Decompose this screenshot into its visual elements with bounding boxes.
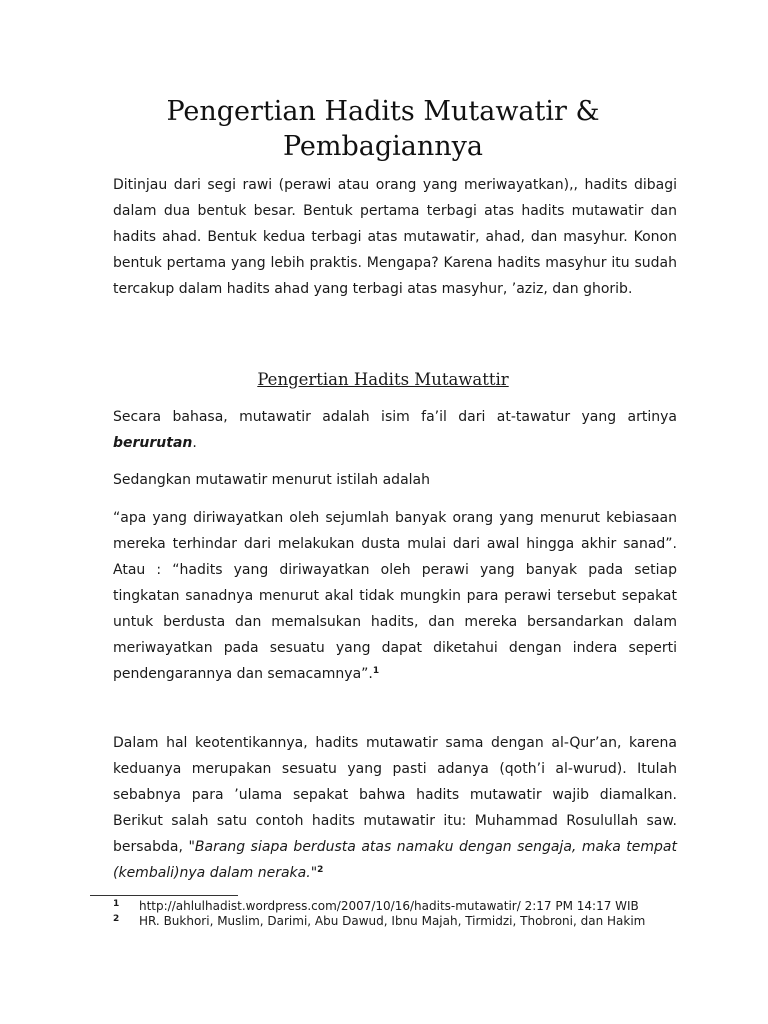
definition-quote-text: “apa yang diriwayatkan oleh sejumlah banyak orang yang menurut kebiasaan mereka terhindar dari melakukan dusta mulai dari awal hingga akhir sanad”. Atau : “hadits yang diriwayatkan oleh perawi yang banyak pada setiap tingkatan sanadnya menurut akal tidak mungkin para perawi tersebut sepakat untuk berdusta dan memalsukan hadits, dan mereka bersandarkan dalam meriwayatkan pada sesuatu yang dapat diketahui dengan indera seperti pendengarannya dan semacamnya”. [113, 510, 677, 682]
footnote-1 [113, 899, 693, 914]
footnote-number: 1 [113, 899, 120, 909]
authenticity-text: Dalam hal keotentikannya, hadits mutawatir sama dengan al-Qur’an, karena keduanya merupakan sesuatu yang pasti adanya (qoth’i al-wurud). Itulah sebabnya para ’ulama sepakat bahwa hadits mutawatir wajib diamalkan. Berikut salah satu contoh hadits mutawatir itu: Muhammad Rosulullah saw. bersabda, " [113, 735, 677, 855]
title-line-1: Pengertian Hadits Mutawatir & [166, 96, 600, 127]
footnote-2 [113, 914, 693, 929]
footnote-number: 2 [113, 914, 120, 924]
emphasis-word: berurutan [113, 435, 193, 451]
hadith-quote-end: " [310, 865, 318, 881]
footnotes [113, 899, 693, 929]
definition-quote-paragraph [113, 505, 677, 687]
footnote-text: HR. Bukhori, Muslim, Darimi, Abu Dawud, Ibnu Majah, Tirmidzi, Thobroni, dan Hakim [139, 914, 646, 928]
authenticity-paragraph [113, 730, 677, 886]
footnote-divider [90, 895, 238, 896]
definition-term-intro: Sedangkan mutawatir menurut istilah adalah [113, 472, 430, 488]
section-heading: Pengertian Hadits Mutawattir [257, 370, 509, 389]
document-title [113, 94, 653, 164]
definition-language-end: . [192, 435, 197, 451]
definition-language-paragraph [113, 404, 677, 456]
footnote-text[interactable]: http://ahlulhadist.wordpress.com/2007/10/16/hadits-mutawatir/ 2:17 PM 14:17 WIB [139, 899, 639, 913]
footnote-ref-1[interactable]: 1 [372, 666, 380, 676]
definition-language-text: Secara bahasa, mutawatir adalah isim fa’il dari at-tawatur yang artinya [113, 409, 677, 425]
footnote-ref-2[interactable]: 2 [317, 865, 324, 875]
hadith-quote: Barang siapa berdusta atas namaku dengan sengaja, maka tempat (kembali)nya dalam neraka. [113, 839, 677, 881]
title-line-2: Pembagiannya [282, 131, 484, 162]
intro-paragraph: Ditinjau dari segi rawi (perawi atau orang yang meriwayatkan),, hadits dibagi dalam dua bentuk besar. Bentuk pertama terbagi atas hadits mutawatir dan hadits ahad. Bentuk kedua terbagi atas mutawatir, ahad, dan masyhur. Konon bentuk pertama yang lebih praktis. Mengapa? Karena hadits masyhur itu sudah tercakup dalam hadits ahad yang terbagi atas masyhur, ’aziz, dan ghorib. [113, 177, 677, 297]
